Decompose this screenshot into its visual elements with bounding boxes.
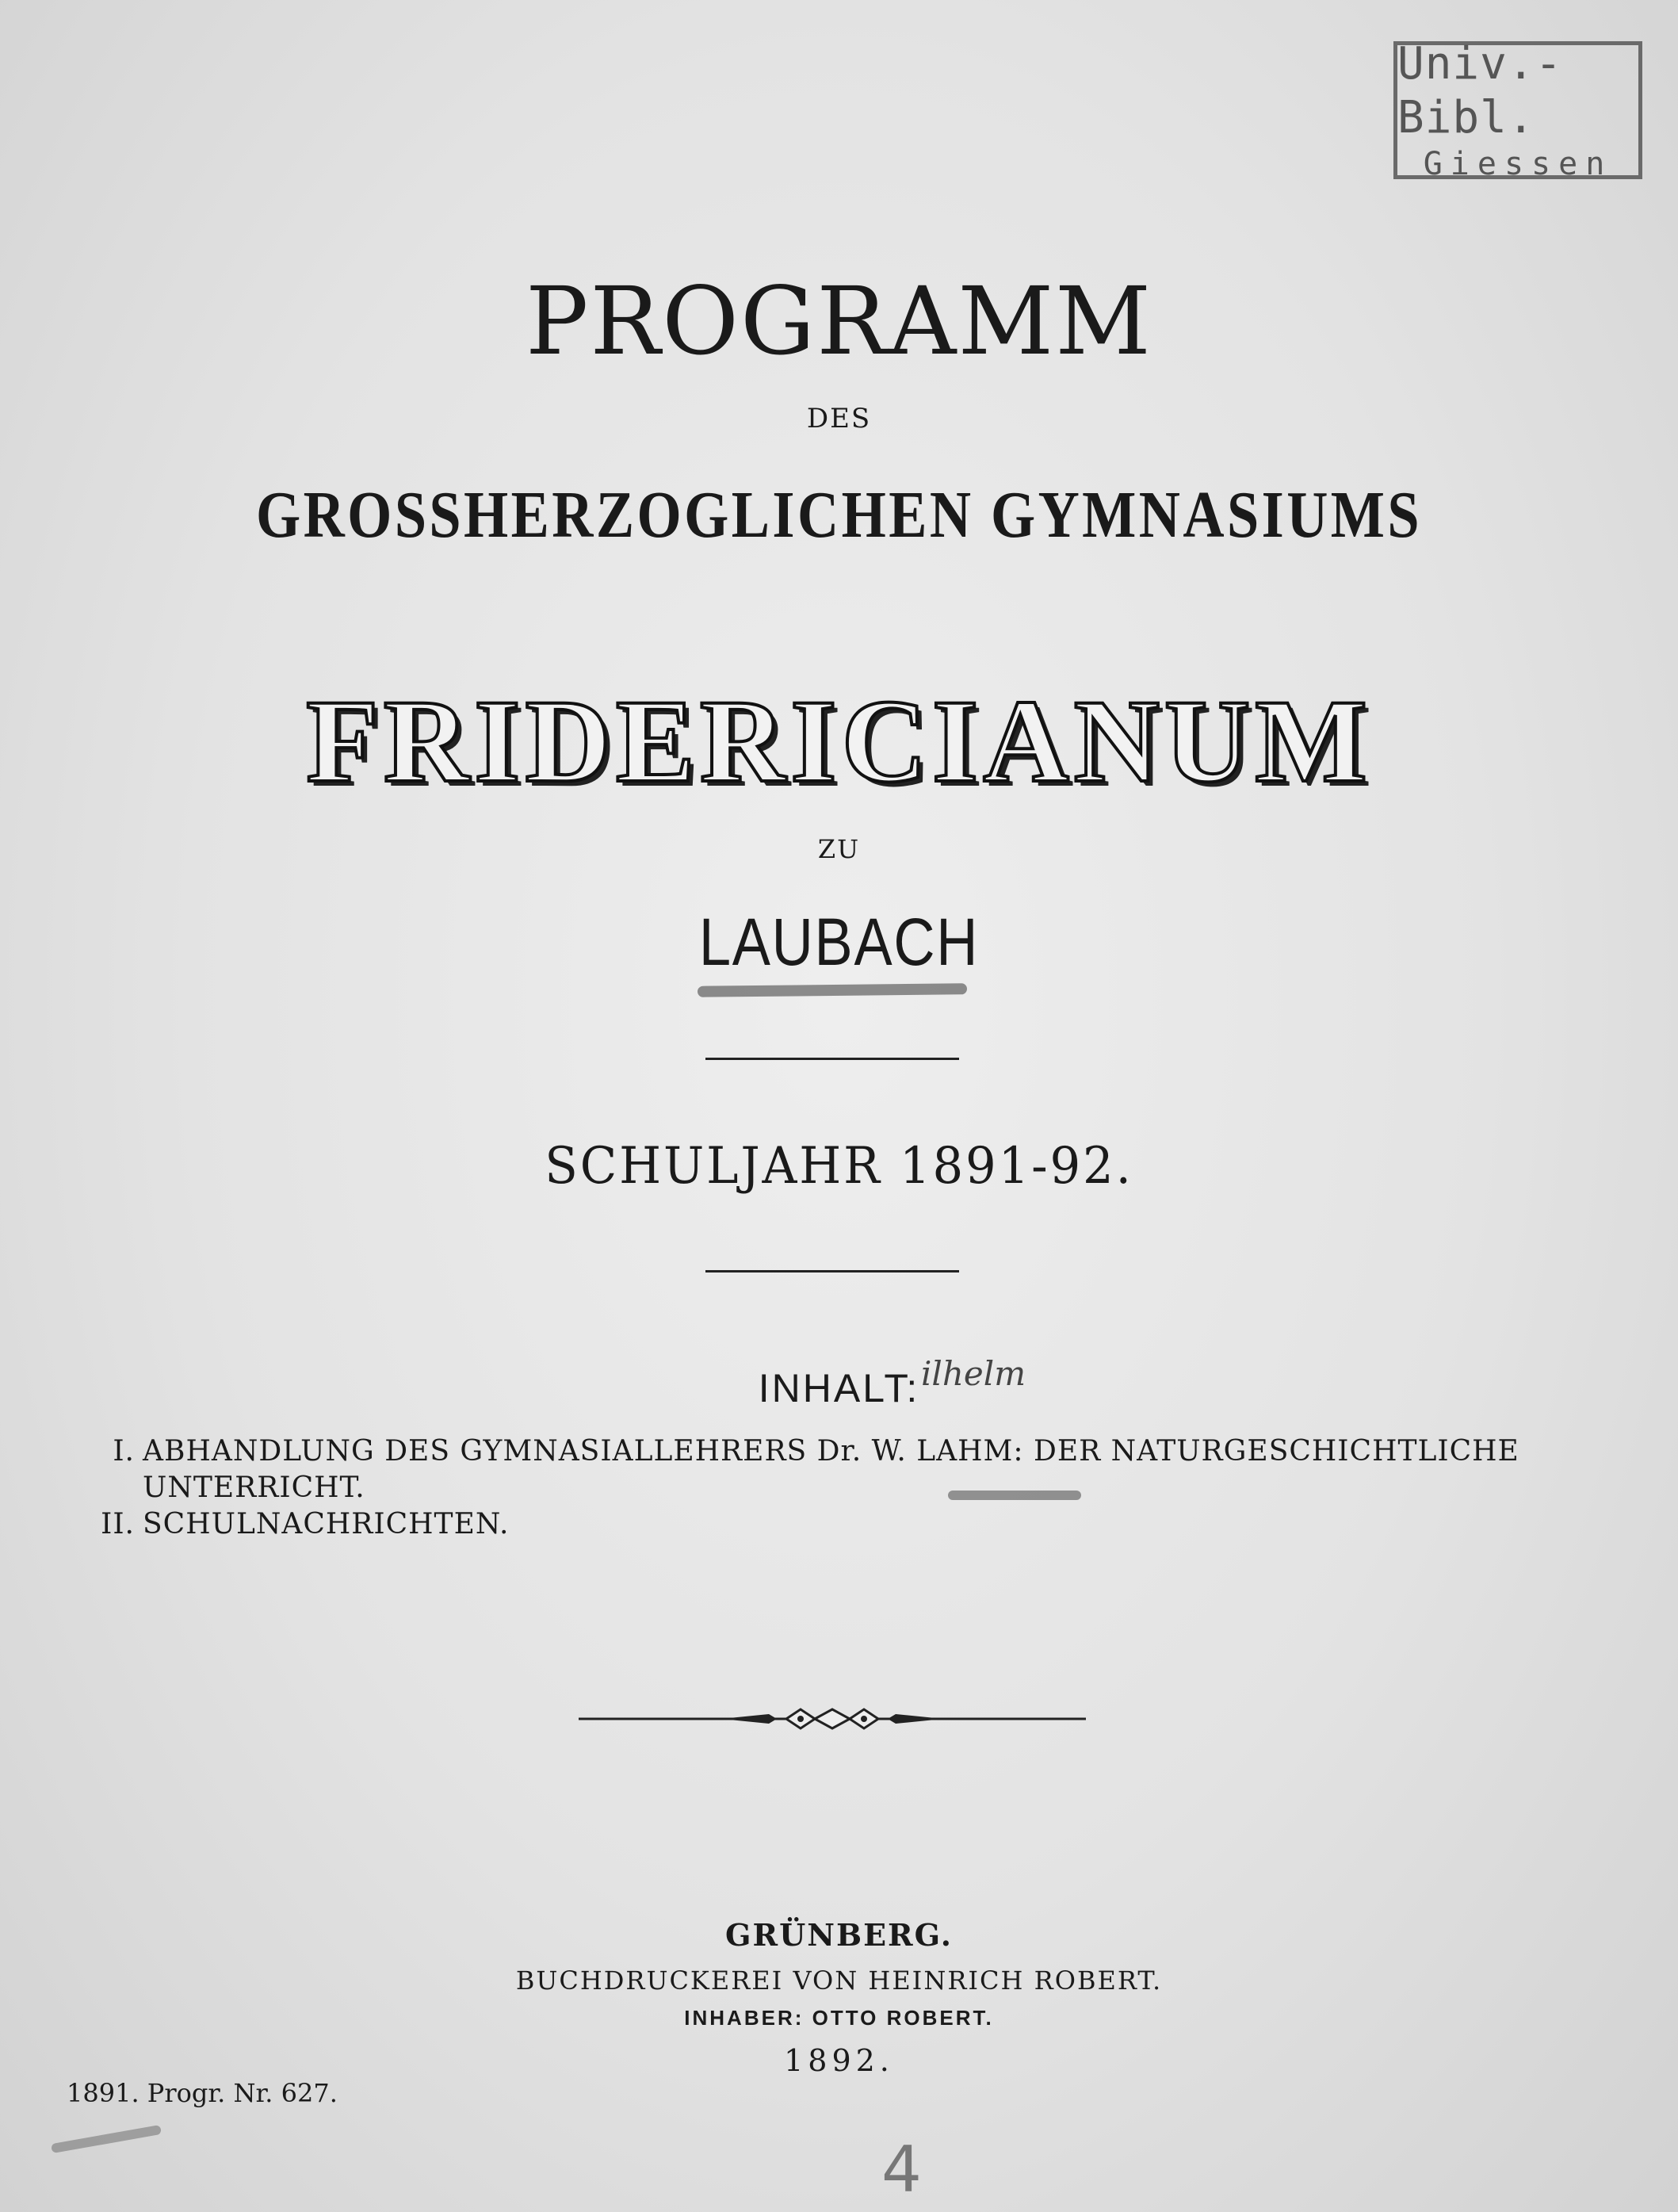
- item-text: SCHULNACHRICHTEN.: [143, 1508, 510, 1540]
- item-number: I.: [113, 1435, 135, 1468]
- title-zu: ZU: [817, 834, 861, 864]
- title-programm: PROGRAMM: [526, 266, 1152, 376]
- item-text-continued: UNTERRICHT.: [143, 1471, 365, 1504]
- imprint-owner: INHABER: OTTO ROBERT.: [684, 2006, 994, 2030]
- catalog-number: 1891. Progr. Nr. 627.: [67, 2078, 338, 2108]
- item-number: II.: [101, 1508, 135, 1540]
- handwritten-underline: [698, 983, 967, 997]
- imprint-year: 1892.: [784, 2043, 894, 2078]
- title-institution: GROSSHERZOGLICHEN GYMNASIUMS: [255, 478, 1423, 552]
- school-year: SCHULJAHR 1891-92.: [545, 1137, 1133, 1196]
- list-item: [73, 1433, 1626, 1506]
- divider-rule: [705, 1270, 959, 1272]
- title-name: FRIDERICIANUM: [306, 675, 1372, 807]
- contents-heading: INHALT:: [758, 1366, 920, 1410]
- item-text: ABHANDLUNG DES GYMNASIALLEHRERS Dr. W. LAHM: DER NATURGESCHICHTLICHE: [143, 1435, 1519, 1468]
- stamp-line-1: Univ.-Bibl.: [1397, 38, 1563, 144]
- pencil-scrawl: [51, 2125, 162, 2153]
- contents-list: [73, 1433, 1626, 1543]
- stamp-line-2: Giessen: [1423, 146, 1613, 182]
- imprint-place: GRÜNBERG.: [725, 1917, 953, 1953]
- list-item: [73, 1506, 1626, 1543]
- divider-rule: [705, 1058, 959, 1060]
- library-stamp: [1393, 38, 1642, 182]
- title-des: DES: [806, 403, 872, 434]
- ornament-divider: [579, 1703, 1086, 1735]
- handwritten-underline: [948, 1491, 1081, 1500]
- title-city: LAUBACH: [698, 905, 980, 979]
- handwritten-note: ilhelm: [921, 1354, 1026, 1393]
- imprint-printer: BUCHDRUCKEREI VON HEINRICH ROBERT.: [515, 1965, 1163, 1996]
- pencil-mark: 4: [881, 2133, 922, 2206]
